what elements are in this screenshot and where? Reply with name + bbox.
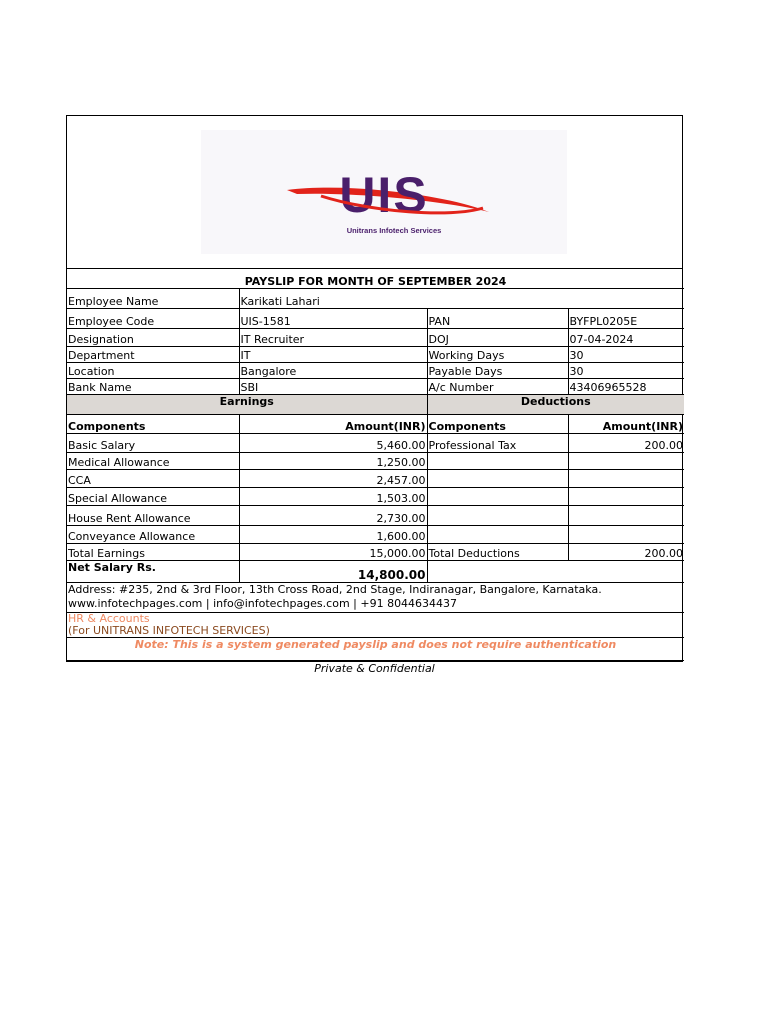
table-row	[67, 433, 684, 452]
earning-amount: 2,457.00	[239, 469, 427, 487]
net-salary-label: Net Salary Rs.	[67, 560, 239, 582]
employee-name-label: Employee Name	[67, 288, 239, 308]
company-address	[67, 582, 684, 612]
system-note: Note: This is a system generated payslip and does not require authentication	[67, 637, 684, 660]
earning-name: Special Allowance	[67, 487, 239, 505]
payslip-title: PAYSLIP FOR MONTH OF SEPTEMBER 2024	[67, 269, 684, 288]
deduction-name	[427, 452, 568, 469]
signatory-block	[67, 612, 684, 637]
table-row	[67, 452, 684, 469]
earning-name: House Rent Allowance	[67, 505, 239, 525]
table-row	[67, 505, 684, 525]
logo-area	[67, 116, 682, 269]
total-deductions-value: 200.00	[568, 543, 684, 560]
account-number-label: A/c Number	[427, 378, 568, 394]
bank-name-label: Bank Name	[67, 378, 239, 394]
earning-amount: 1,250.00	[239, 452, 427, 469]
earning-amount: 2,730.00	[239, 505, 427, 525]
working-days-label: Working Days	[427, 346, 568, 362]
address-line: Address: #235, 2nd & 3rd Floor, 13th Cross Road, 2nd Stage, Indiranagar, Bangalore, Karnataka.	[68, 583, 602, 596]
employee-code-label: Employee Code	[67, 308, 239, 328]
total-earnings-label: Total Earnings	[67, 543, 239, 560]
net-salary-value: 14,800.00	[239, 560, 427, 582]
pan-value: BYFPL0205E	[568, 308, 684, 328]
deduction-amount	[568, 452, 684, 469]
department-value: IT	[239, 346, 427, 362]
earnings-header: Earnings	[67, 394, 427, 414]
earnings-amount-header: Amount(INR)	[239, 414, 427, 433]
company-logo	[201, 130, 567, 254]
deduction-name	[427, 469, 568, 487]
location-value: Bangalore	[239, 362, 427, 378]
table-row	[67, 487, 684, 505]
deductions-amount-header: Amount(INR)	[568, 414, 684, 433]
earning-name: CCA	[67, 469, 239, 487]
location-label: Location	[67, 362, 239, 378]
total-earnings-value: 15,000.00	[239, 543, 427, 560]
deductions-components-header: Components	[427, 414, 568, 433]
total-deductions-label: Total Deductions	[427, 543, 568, 560]
company-for-line: (For UNITRANS INFOTECH SERVICES)	[68, 623, 270, 637]
earning-amount: 1,600.00	[239, 525, 427, 543]
doj-label: DOJ	[427, 328, 568, 346]
deduction-amount	[568, 505, 684, 525]
account-number-value: 43406965528	[568, 378, 684, 394]
bank-name-value: SBI	[239, 378, 427, 394]
earning-name: Basic Salary	[67, 433, 239, 452]
net-salary-blank	[427, 560, 684, 582]
earning-amount: 5,460.00	[239, 433, 427, 452]
deduction-amount	[568, 469, 684, 487]
table-row	[67, 525, 684, 543]
deduction-name	[427, 505, 568, 525]
earning-name: Conveyance Allowance	[67, 525, 239, 543]
payslip-sheet	[66, 115, 683, 662]
deduction-amount: 200.00	[568, 433, 684, 452]
deductions-header: Deductions	[427, 394, 684, 414]
earnings-components-header: Components	[67, 414, 239, 433]
earning-amount: 1,503.00	[239, 487, 427, 505]
working-days-value: 30	[568, 346, 684, 362]
deduction-name	[427, 525, 568, 543]
deduction-name: Professional Tax	[427, 433, 568, 452]
logo-subtitle: Unitrans Infotech Services	[346, 226, 442, 235]
payable-days-label: Payable Days	[427, 362, 568, 378]
deduction-name	[427, 487, 568, 505]
designation-value: IT Recruiter	[239, 328, 427, 346]
table-row	[67, 469, 684, 487]
doj-value: 07-04-2024	[568, 328, 684, 346]
deduction-amount	[568, 525, 684, 543]
payslip-table	[67, 269, 684, 661]
contact-line: www.infotechpages.com | info@infotechpages.com | +91 8044634437	[68, 597, 458, 610]
designation-label: Designation	[67, 328, 239, 346]
pan-label: PAN	[427, 308, 568, 328]
confidential-footer: Private & Confidential	[314, 662, 435, 675]
department-label: Department	[67, 346, 239, 362]
earning-name: Medical Allowance	[67, 452, 239, 469]
employee-code-value: UIS-1581	[239, 308, 427, 328]
employee-name-value: Karikati Lahari	[239, 288, 684, 308]
payable-days-value: 30	[568, 362, 684, 378]
logo-text: UIS	[339, 167, 429, 223]
hr-accounts-label: HR & Accounts	[68, 612, 150, 625]
deduction-amount	[568, 487, 684, 505]
